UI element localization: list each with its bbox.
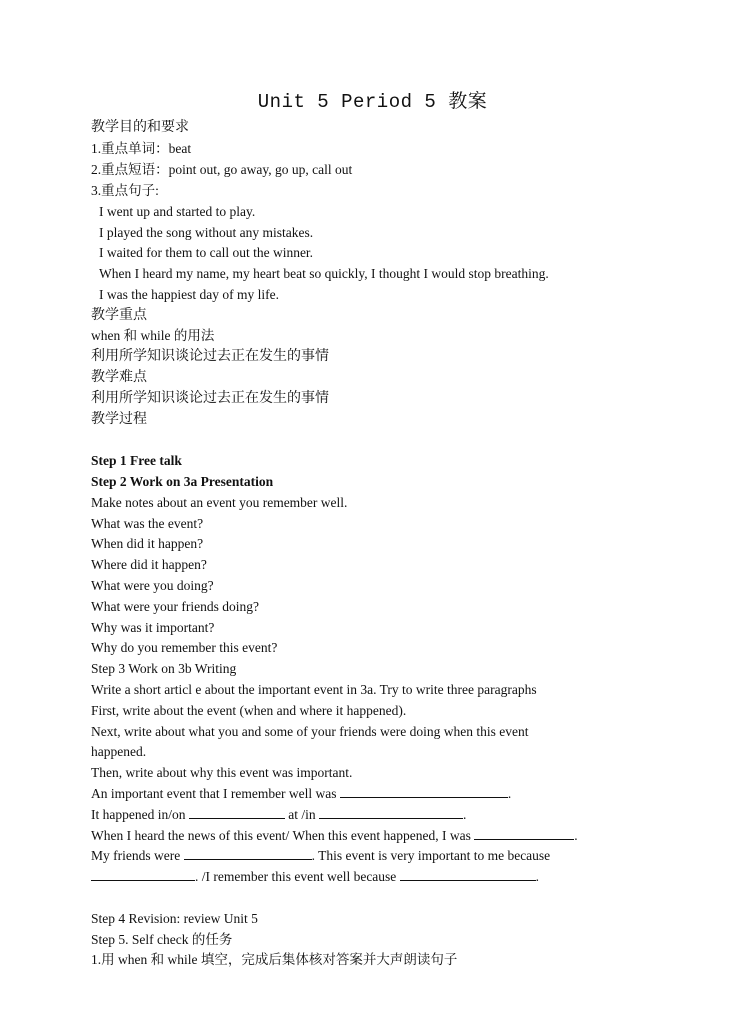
sentence-line: When I heard my name, my heart beat so quickly, I thought I would stop breathing. — [99, 266, 549, 281]
answer-blank[interactable] — [400, 868, 536, 881]
question-line: Where did it happen? — [91, 557, 207, 572]
fill-in-text: When I heard the news of this event/ When this event happened, I was — [91, 828, 471, 843]
answer-blank[interactable] — [189, 806, 285, 819]
writing-instruction: Then, write about why this event was important. — [91, 765, 353, 780]
step-5-heading: Step 5. Self check 的任务 — [91, 932, 233, 947]
question-line: When did it happen? — [91, 536, 204, 551]
fill-in-text: . This event is very important to me because — [311, 848, 551, 863]
process-heading: 教学过程 — [91, 411, 147, 427]
question-line: What were your friends doing? — [91, 599, 259, 614]
answer-blank[interactable] — [319, 806, 463, 819]
question-line: What were you doing? — [91, 578, 214, 593]
key-point-line: when 和 while 的用法 — [91, 328, 215, 343]
fill-in-line — [91, 847, 550, 865]
question-line: Why do you remember this event? — [91, 640, 278, 655]
answer-blank[interactable] — [91, 868, 195, 881]
sentence-line: I was the happiest day of my life. — [99, 287, 279, 302]
fill-in-text: An important event that I remember well was — [91, 786, 337, 801]
fill-in-line: It happened in/on at /in . — [91, 807, 467, 822]
step-1-heading: Step 1 Free talk — [91, 453, 182, 468]
fill-in-line: An important event that I remember well was . — [91, 786, 512, 801]
question-line: Why was it important? — [91, 620, 215, 635]
fill-in-line: . /I remember this event well because . — [91, 868, 539, 886]
difficult-points-heading: 教学难点 — [91, 369, 147, 385]
sentence-line: I waited for them to call out the winner. — [99, 245, 314, 260]
fill-in-text: at /in — [288, 807, 316, 822]
writing-instruction: Next, write about what you and some of your friends were doing when this event — [91, 724, 529, 739]
fill-in-line: When I heard the news of this event/ When this event happened, I was . — [91, 828, 578, 843]
writing-instruction: First, write about the event (when and where it happened). — [91, 703, 407, 718]
fill-in-text: . /I remember this event well because — [195, 869, 397, 884]
step-2-intro: Make notes about an event you remember well. — [91, 495, 348, 510]
sentence-line: I went up and started to play. — [99, 204, 256, 219]
key-words-item: 1.重点单词：beat — [91, 141, 192, 156]
fill-in-text: It happened in/on — [91, 807, 186, 822]
step-4-heading: Step 4 Revision: review Unit 5 — [91, 911, 258, 926]
writing-instruction: Write a short articl e about the important event in 3a. Try to write three paragraphs — [91, 682, 537, 697]
key-point-line: 利用所学知识谈论过去正在发生的事情 — [91, 348, 329, 364]
step-5-task: 1.用 when 和 while 填空，完成后集体核对答案并大声朗读句子 — [91, 952, 458, 967]
question-line: What was the event? — [91, 516, 204, 531]
step-2-heading: Step 2 Work on 3a Presentation — [91, 474, 274, 489]
answer-blank[interactable] — [474, 827, 574, 840]
key-points-heading: 教学重点 — [91, 307, 147, 323]
difficult-point-line: 利用所学知识谈论过去正在发生的事情 — [91, 390, 329, 406]
key-phrases-item: 2.重点短语：point out, go away, go up, call out — [91, 162, 353, 177]
step-3-heading: Step 3 Work on 3b Writing — [91, 661, 237, 676]
answer-blank[interactable] — [340, 785, 508, 798]
goals-heading: 教学目的和要求 — [91, 119, 189, 135]
answer-blank[interactable] — [184, 847, 312, 860]
sentence-line: I played the song without any mistakes. — [99, 225, 314, 240]
key-sentences-item: 3.重点句子: — [91, 183, 159, 198]
page-title: Unit 5 Period 5 教案 — [257, 91, 488, 113]
writing-instruction: happened. — [91, 744, 147, 759]
fill-in-text: My friends were — [91, 848, 181, 863]
